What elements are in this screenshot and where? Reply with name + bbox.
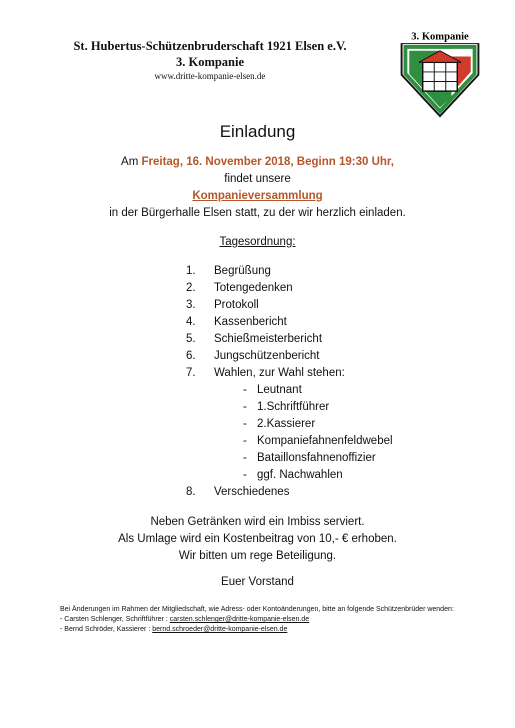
letterhead — [40, 38, 380, 83]
intro-prefix: Am — [121, 156, 142, 168]
list-item: 2. Totengedenken — [186, 282, 293, 294]
meeting-datetime: Freitag, 16. November 2018, Beginn 19:30 Uhr, — [141, 156, 394, 168]
closing-line-3: Wir bitten um rege Beteiligung. — [178, 550, 337, 562]
closing-line-2: Als Umlage wird ein Kostenbeitrag von 10,- € erhoben. — [118, 533, 397, 545]
company-name: 3. Kompanie — [175, 55, 245, 69]
meeting-name: Kompanieversammlung — [192, 190, 323, 202]
sub-list-item: - 1.Schriftführer — [243, 401, 330, 413]
list-item: 7. Wahlen, zur Wahl stehen: — [186, 367, 345, 379]
intro-line-2: findet unsere — [224, 173, 291, 185]
list-item: 5. Schießmeisterbericht — [186, 333, 323, 345]
list-item: 1. Begrüßung — [186, 265, 271, 277]
sub-list-item: - ggf. Nachwahlen — [243, 469, 343, 481]
document-title: Einladung — [219, 122, 296, 141]
sub-list-item: - 2.Kassierer — [243, 418, 316, 430]
intro-line-date — [0, 154, 515, 171]
list-item: 6. Jungschützenbericht — [186, 350, 320, 362]
sub-list-item: - Leutnant — [243, 384, 302, 396]
footer-note — [60, 605, 460, 635]
email-link[interactable]: carsten.schlenger@dritte-kompanie-elsen.de — [169, 616, 310, 623]
intro-line-4: in der Bürgerhalle Elsen statt, zu der wir herzlich einladen. — [109, 207, 406, 219]
sub-list-item: - Bataillonsfahnenoffizier — [243, 452, 376, 464]
contact-line: - Bernd Schröder, Kassierer : bernd.schroeder@dritte-kompanie-elsen.de — [60, 626, 288, 633]
organization-name: St. Hubertus-Schützenbruderschaft 1921 Elsen e.V. — [73, 39, 347, 53]
sub-list-item: - Kompaniefahnenfeldwebel — [243, 435, 393, 447]
logo-title: 3. Kompanie — [411, 31, 469, 43]
email-link[interactable]: bernd.schroeder@dritte-kompanie-elsen.de — [152, 626, 288, 633]
closing-line-1: Neben Getränken wird ein Imbiss serviert. — [150, 516, 365, 528]
contact-line: - Carsten Schlenger, Schriftführer : carsten.schlenger@dritte-kompanie-elsen.de — [60, 616, 310, 623]
intro-block — [0, 154, 515, 222]
list-item: 8. Verschiedenes — [186, 486, 290, 498]
company-logo-icon — [392, 22, 488, 118]
website-text: www.dritte-kompanie-elsen.de — [154, 71, 266, 81]
list-item: 4. Kassenbericht — [186, 316, 287, 328]
agenda-title: Tagesordnung: — [219, 236, 296, 248]
list-item: 3. Protokoll — [186, 299, 259, 311]
closing-block — [0, 514, 515, 565]
footer-text: Bei Änderungen im Rahmen der Mitgliedschaft, wie Adress- oder Kontoänderungen, bitte an folgende Schützenbrüder wenden: — [60, 606, 454, 613]
signature: Euer Vorstand — [221, 576, 294, 588]
agenda-list — [186, 263, 393, 501]
